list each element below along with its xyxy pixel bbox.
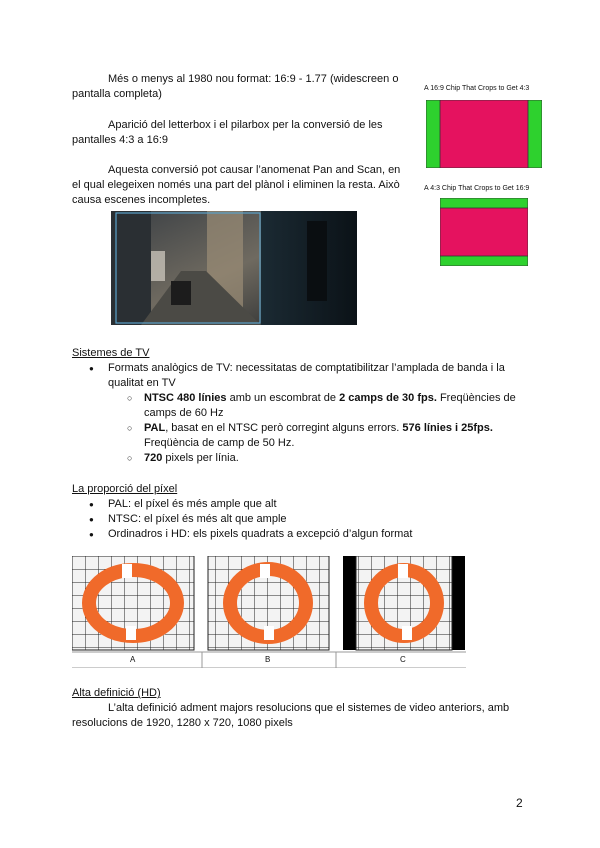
panel-b-label: B [265, 655, 271, 664]
list-item: ● Formats analògics de TV: necessitatas de comptatibilitzar l’amplada de banda i la qualitat en TV ○ NTSC 480 línies amb un escombrat de 2 camps de 30 fps. Freqüències de camps de 60 Hz ○ PAL, basat en el NTSC però corregint alguns errors. 576 línies i 25fps. Freqüència de camp de 50 Hz. ○ 720 pixels per línia. [72, 361, 532, 466]
sistemes-sublist [108, 391, 532, 466]
list-item: ● NTSC: el píxel és més alt que ample [72, 512, 532, 527]
proporcio-heading: La proporció del píxel [72, 483, 178, 495]
crop-4-3-caption: A 16:9 Chip That Crops to Get 4:3 [424, 85, 530, 92]
hd-heading: Alta definició (HD) [72, 687, 161, 699]
hd-paragraph: L’alta definició adment majors resolucions que el sistemes de video anteriors, amb resolucions de 1920, 1280 x 720, 1080 pixels [72, 702, 510, 729]
crop-16-9-diagram [440, 198, 528, 266]
sistemes-list [72, 361, 532, 466]
crop-4-3-diagram [426, 100, 542, 168]
list-item: ● Ordinadros i HD: els pixels quadrats a excepció d’algun format [72, 527, 532, 542]
pixel-aspect-figure [72, 556, 466, 668]
intro-paragraph-1: Més o menys al 1980 nou format: 16:9 - 1.77 (widescreen o pantalla completa) [72, 73, 399, 100]
list-item: ● PAL: el píxel és més ample que alt [72, 497, 532, 512]
crop-16-9-caption: A 4:3 Chip That Crops to Get 16:9 [424, 185, 530, 192]
intro-paragraph-3: Aquesta conversió pot causar l’anomenat Pan and Scan, en el qual elegeixen només una part del plànol i eliminen la resta. Això causa escenes incompletes. [72, 164, 401, 206]
pan-and-scan-film-still [111, 211, 357, 325]
panel-b [208, 556, 329, 650]
list-item: ○ PAL, basat en el NTSC però corregint alguns errors. 576 línies i 25fps. Freqüència de camp de 50 Hz. [108, 421, 532, 451]
proporcio-list [72, 497, 532, 542]
intro-paragraph-2: Aparició del letterbox i el pilarbox per la conversió de les pantalles 4:3 a 16:9 [72, 119, 383, 146]
sistemes-heading: Sistemes de TV [72, 347, 150, 359]
page-number: 2 [516, 796, 523, 810]
panel-a-label: A [130, 655, 136, 664]
panel-a [72, 556, 194, 650]
panel-c [343, 556, 465, 650]
pixel-aspect-panels [72, 556, 466, 668]
list-item: ○ NTSC 480 línies amb un escombrat de 2 camps de 30 fps. Freqüències de camps de 60 Hz [108, 391, 532, 421]
list-item: ○ 720 pixels per línia. [108, 451, 532, 466]
panel-c-label: C [400, 655, 406, 664]
